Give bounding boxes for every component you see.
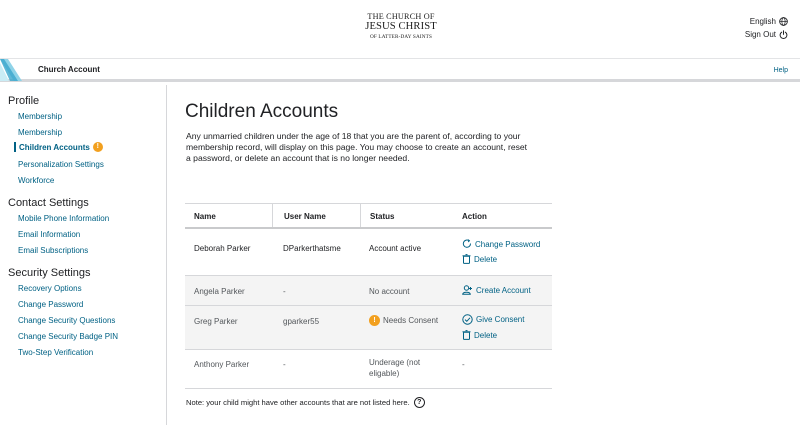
child-name: Greg Parker — [194, 317, 238, 326]
child-name: Anthony Parker — [194, 360, 250, 369]
child-status: Account active — [369, 244, 422, 253]
children-accounts-table — [185, 203, 552, 389]
sidebar-item-personalization[interactable]: Personalization Settings — [18, 160, 104, 169]
language-selector[interactable] — [750, 17, 788, 26]
trash-icon — [462, 254, 471, 264]
top-header — [0, 0, 800, 58]
needs-consent-status — [369, 315, 452, 326]
sidebar-item-label: Children Accounts — [19, 142, 90, 152]
column-header-action: Action — [462, 212, 487, 221]
alert-icon: ! — [93, 142, 103, 152]
sign-out-label: Sign Out — [744, 30, 776, 39]
account-title: Church Account — [38, 65, 100, 74]
change-password-link[interactable] — [462, 239, 552, 249]
table-row — [185, 229, 552, 276]
help-question-icon[interactable]: ? — [414, 397, 425, 408]
child-name: Deborah Parker — [194, 244, 251, 253]
language-label: English — [749, 17, 776, 26]
child-actions — [452, 306, 552, 349]
note-text: Note: your child might have other accounts that are not listed here. — [186, 398, 410, 407]
sidebar-item-email-subscriptions[interactable]: Email Subscriptions — [18, 246, 89, 255]
child-name: Angela Parker — [194, 287, 245, 296]
sidebar-section-profile: Profile — [8, 95, 40, 107]
table-row — [185, 306, 552, 350]
sidebar-item-two-step[interactable]: Two-Step Verification — [18, 348, 94, 357]
sidebar-item-children-accounts[interactable] — [14, 142, 103, 152]
table-row — [185, 276, 552, 306]
power-icon — [779, 30, 788, 39]
sidebar-item-membership-2[interactable]: Membership — [18, 128, 63, 137]
page-title: Children Accounts — [185, 101, 339, 122]
sidebar-item-badge-pin[interactable]: Change Security Badge PIN — [18, 332, 119, 341]
sidebar-item-change-password[interactable]: Change Password — [18, 300, 84, 309]
logo-line-2: JESUS CHRIST — [365, 21, 437, 33]
child-status: Underage (not eligable) — [369, 358, 421, 378]
child-status — [360, 306, 452, 349]
delete-label: Delete — [474, 330, 498, 340]
sidebar — [0, 85, 167, 425]
column-header-username: User Name — [272, 204, 360, 227]
intro-text: Any unmarried children under the age of 18 that you are the parent of, according to your membership record, will display on this page. You may choose to create an account, reset a password, or delete an account that is no longer needed. — [186, 131, 528, 163]
create-account-label: Create Account — [476, 285, 531, 295]
column-header-status: Status — [360, 204, 452, 227]
key-refresh-icon — [462, 239, 472, 249]
sign-out-link[interactable] — [745, 30, 788, 39]
warning-icon: ! — [369, 315, 380, 326]
delete-label: Delete — [474, 254, 498, 264]
logo-line-3: OF LATTER-DAY SAINTS — [370, 33, 432, 40]
brand-stripe-icon — [0, 59, 22, 81]
account-subheader — [0, 58, 800, 82]
create-account-link[interactable] — [462, 285, 552, 295]
sidebar-section-security: Security Settings — [8, 267, 91, 279]
help-link[interactable]: Help — [773, 67, 788, 74]
trash-icon — [462, 330, 471, 340]
child-username: - — [283, 287, 286, 296]
sidebar-item-security-questions[interactable]: Change Security Questions — [18, 316, 116, 325]
table-row — [185, 350, 552, 389]
child-username: DParkerthatsme — [283, 244, 341, 253]
delete-link[interactable] — [462, 254, 552, 264]
child-actions — [452, 229, 552, 275]
globe-icon — [779, 17, 788, 26]
table-header-row — [185, 203, 552, 229]
delete-link[interactable] — [462, 330, 552, 340]
check-circle-icon — [462, 314, 473, 325]
sidebar-item-membership[interactable]: Membership — [18, 112, 63, 121]
sidebar-item-workforce[interactable]: Workforce — [18, 176, 55, 185]
sidebar-item-mobile-phone[interactable]: Mobile Phone Information — [18, 214, 110, 223]
add-user-icon — [462, 285, 473, 295]
column-header-name: Name — [194, 212, 216, 221]
status-label: Needs Consent — [383, 316, 439, 325]
sidebar-item-email-info[interactable]: Email Information — [18, 230, 81, 239]
accounts-note — [186, 397, 425, 408]
give-consent-link[interactable] — [462, 314, 552, 325]
child-actions: - — [462, 360, 465, 369]
give-consent-label: Give Consent — [476, 315, 525, 324]
change-password-label: Change Password — [475, 239, 541, 249]
child-actions — [452, 276, 552, 305]
logo-line-1: THE CHURCH OF — [367, 12, 435, 21]
sidebar-section-contact: Contact Settings — [8, 197, 89, 209]
church-logo[interactable] — [364, 13, 438, 40]
child-username: gparker55 — [283, 317, 320, 326]
child-status: No account — [369, 287, 410, 296]
child-username: - — [283, 360, 286, 369]
sidebar-item-recovery-options[interactable]: Recovery Options — [18, 284, 82, 293]
